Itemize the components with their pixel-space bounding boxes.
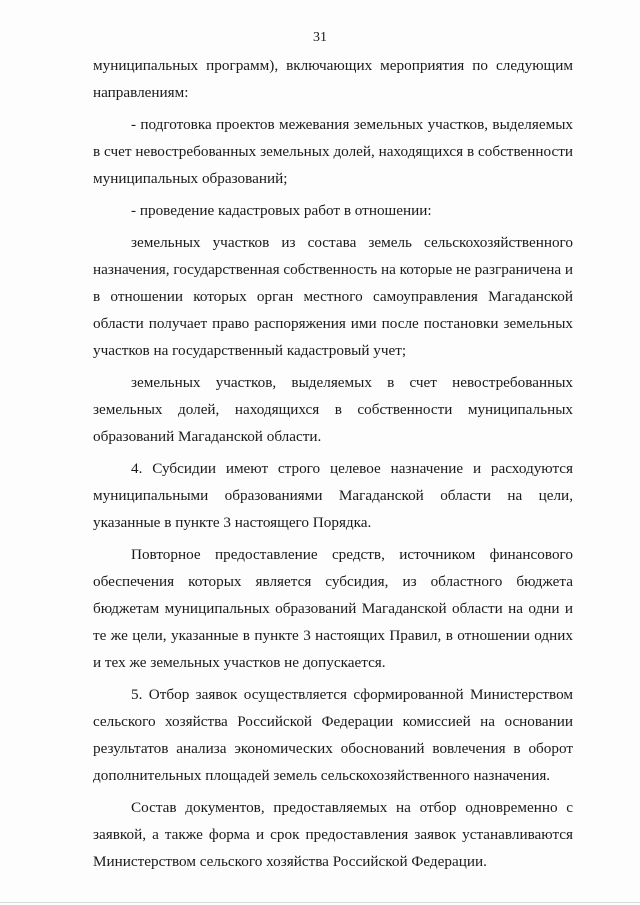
paragraph-repeat-funding: Повторное предоставление средств, источником финансового обеспечения которых является субсидия, из областного бюджета бюджетам муниципальных образований Магаданской области на одни и те же цели, указанные в пункте 3 настоящих Правил, в отношении одних и тех же земельных участков не допускается. bbox=[93, 546, 573, 671]
paragraph-unclaimed-shares: земельных участков, выделяемых в счет невостребованных земельных долей, находящихся в собственности муниципальных образований Магаданской области. bbox=[93, 374, 573, 445]
page-number: 31 bbox=[313, 30, 327, 45]
paragraph-land-surveying-projects: - подготовка проектов межевания земельных участков, выделяемых в счет невостребованных земельных долей, находящихся в собственности муниципальных образований; bbox=[93, 116, 573, 187]
paragraph-documents: Состав документов, предоставляемых на отбор одновременно с заявкой, а также форма и срок предоставления заявок устанавливаются Министерством сельского хозяйства Российской Федерации. bbox=[93, 799, 573, 870]
paragraph-cadastral-works: - проведение кадастровых работ в отношении: bbox=[131, 202, 432, 219]
paragraph-item-5: 5. Отбор заявок осуществляется сформированной Министерством сельского хозяйства Российской Федерации комиссией на основании результатов анализа экономических обоснований вовлечения в оборот дополнительных площадей земель сельскохозяйственного назначения. bbox=[93, 686, 573, 784]
document-body bbox=[93, 52, 573, 880]
paragraph-agricultural-land: земельных участков из состава земель сельскохозяйственного назначения, государственная собственность на которые не разграничена и в отношении которых орган местного самоуправления Магаданской области получает право распоряжения ими после постановки земельных участков на государственный кадастровый учет; bbox=[93, 234, 573, 359]
paragraph-item-4: 4. Субсидии имеют строго целевое назначение и расходуются муниципальными образованиями Магаданской области на цели, указанные в пункте 3 настоящего Порядка. bbox=[93, 460, 573, 531]
page-bottom-edge bbox=[0, 902, 640, 903]
paragraph-continuation: муниципальных программ), включающих мероприятия по следующим направлениям: bbox=[93, 57, 573, 101]
